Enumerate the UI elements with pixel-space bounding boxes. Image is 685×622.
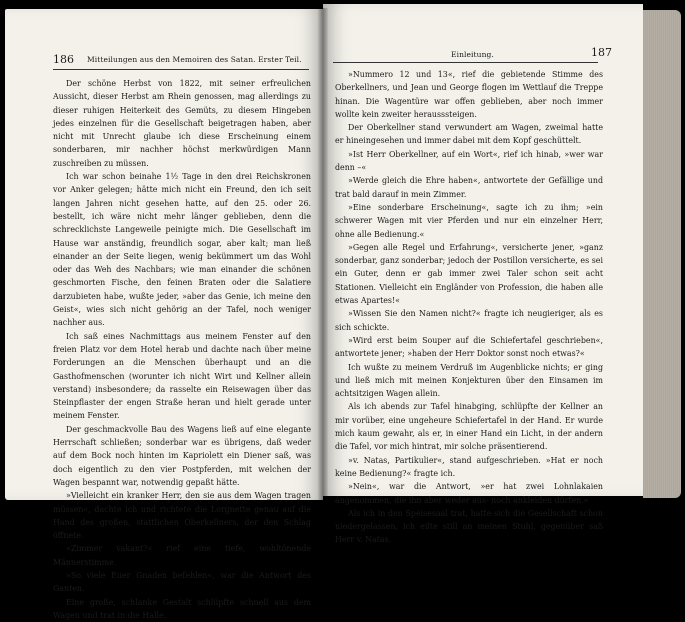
book-spine <box>318 8 328 500</box>
paragraph: »Vielleicht ein kranker Herr, den sie aus dem Wagen tragen müssen«, dachte ich und richtete die Lorgnette genau auf die Hand des großen, stattlichen Oberkellners, der den Schlag öffnete. <box>53 491 311 541</box>
paragraph: »So viele Euer Gnaden befehlen«, war die Antwort des Ganten. <box>53 570 311 594</box>
body-text <box>53 77 311 622</box>
paragraph: Ich war schon beinahe 1½ Tage in den drei Reichskronen vor Anker gelegen; hätte mich nicht ein Freund, den ich seit langen Jahren nicht gesehen hatte, auf den 25. oder 26. bestellt, ich wäre nicht mehr länger geblieben, denn die schrecklichste Langeweile peinigte mich. Die Gesellschaft im Hause war anständig, freundlich sogar, aber kalt; man ließ einander an der Seite liegen, wenig bekümmert um das Wohl oder das Weh des Nachbars; wie man einander die schönen geschmorten Fische, den feinen Braten oder die Salatiere darzubieten habe, wußte jeder, »aber das Genie, ich meine den Geist«, wies sich nicht gehörig an der Tafel, noch weniger nachher aus. <box>53 172 311 328</box>
right-page <box>323 4 643 545</box>
running-header: Einleitung. <box>451 50 494 59</box>
left-page <box>5 9 323 620</box>
paragraph: Der Oberkellner stand verwundert am Wagen, zweimal hatte er hineingesehen und immer dabei mit dem Kopf geschüttelt. <box>335 123 603 146</box>
paragraph: Eine große, schlanke Gestalt schlüpfte schnell aus dem Wagen und trat in die Halle. <box>53 597 311 620</box>
paragraph: »Wird erst beim Souper auf die Schiefertafel geschrieben«, antwortete jener; »haben der Herr Doktor sonst noch etwas?« <box>335 335 603 359</box>
paragraph: Der geschmackvolle Bau des Wagens ließ auf eine elegante Herrschaft schließen; sonderbar war es übrigens, daß weder auf dem Bock noch hinten im Kapriolett ein Diener saß, was doch eigentlich zu den vier Postpferden, mit welchen der Wagen bespannt war, notwendig gepaßt hätte. <box>53 424 311 487</box>
page-number: 186 <box>53 53 74 66</box>
paragraph: »Zimmer vakant?« rief eine tiefe, wohltönende Männerstimme. <box>53 544 311 567</box>
paragraph: »Wissen Sie den Namen nicht?« fragte ich neugieriger, als es sich schickte. <box>335 309 603 332</box>
paragraph: Als ich in den Speisesaal trat, hatte sich die Gesellschaft schon niedergelassen, ich eilte still an meinen Stuhl, gegenüber saß Herr v. Natas. <box>335 508 603 545</box>
paragraph: »Eine sonderbare Erscheinung«, sagte ich zu ihm; »ein schwerer Wagen mit vier Pferden und nur ein einzelner Herr, ohne alle Bedienung.« <box>335 202 603 239</box>
paragraph: »Nein«, war die Antwort, »er hat zwei Lohnlakaien angenommen, die ihn aber weder aus- noch ankleiden dürfen.« <box>335 482 603 505</box>
header-rule <box>333 62 598 63</box>
paragraph: »v. Natas, Partikulier«, stand aufgeschrieben. »Hat er noch keine Bedienung?« fragte ich. <box>335 455 603 478</box>
header-rule <box>53 69 309 70</box>
body-text <box>335 68 603 547</box>
paragraph: »Gegen alle Regel und Erfahrung«, versicherte jener, »ganz sonderbar, ganz sonderbar; jedoch der Postillon versicherte, es sei ein Guter, denn er gab immer zwei Taler schon seit acht Stationen. Vielleicht ein Engländer von Profession, die haben alle etwas Apartes!« <box>335 242 603 306</box>
paragraph: Ich saß eines Nachmittags aus meinem Fenster auf den freien Platz vor dem Hotel herab und dachte nach über meine Forderungen an die Menschen überhaupt und an die Gasthofmenschen (worunter ich nicht Wirt und Kellner allein verstand) insbesondere; da rasselte ein Reisewagen über das Steinpflaster der engen Straße heran und hielt gerade unter meinem Fenster. <box>53 331 311 421</box>
paragraph: Ich wußte zu meinem Verdruß im Augenblicke nichts; er ging und ließ mich mit meinen Konjekturen über den Einsamen im achtsitzigen Wagen allein. <box>335 362 603 399</box>
page-edges <box>643 10 681 498</box>
paragraph: Der schöne Herbst von 1822, mit seiner erfreulichen Aussicht, dieser Herbst am Rhein genossen, mag allerdings zu dieser ruhigen Heiterkeit des Gemüts, zu diesem Hingeben jedes einzelnen für die Gesellschaft beigetragen haben, aber nicht mit Unrecht glaube ich diese Erscheinung einem sonderbaren, mir nachher höchst merkwürdigen Mann zuschreiben zu müssen. <box>53 79 311 168</box>
page-number: 187 <box>591 46 612 59</box>
paragraph: Als ich abends zur Tafel hinabging, schlüpfte der Kellner an mir vorüber, eine ungeheure Schiefertafel in der Hand. Er wurde mich kaum gewahr, als er, in einer Hand ein Licht, in der andern die Tafel, vor mich hintrat, mir solche präsentierend. <box>335 402 603 452</box>
paragraph: »Nummero 12 und 13«, rief die gebietende Stimme des Oberkellners, und Jean und George flogen im Wettlauf die Treppe hinan. Die Wagentüre war offen geblieben, aber noch immer wollte kein zweiter herausssteigen. <box>335 70 603 119</box>
running-header: Mitteilungen aus den Memoiren des Satan. Erster Teil. <box>87 55 302 64</box>
paragraph: »Ist Herr Oberkellner, auf ein Wort«, rief ich hinab, »wer war denn –« <box>335 149 603 173</box>
paragraph: »Werde gleich die Ehre haben«, antwortete der Gefällige und trat bald darauf in mein Zimmer. <box>335 176 603 199</box>
